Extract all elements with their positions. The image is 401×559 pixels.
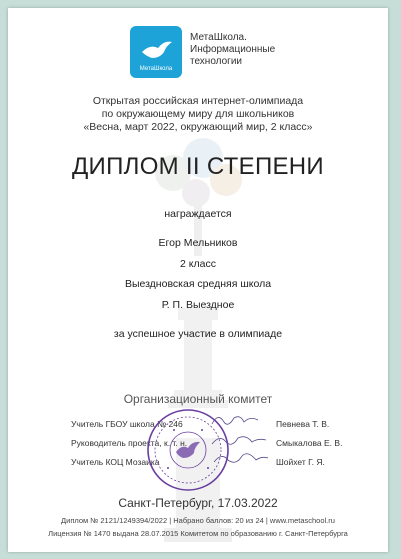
committee-heading: Организационный комитет [123, 392, 273, 406]
committee-role-2: Руководитель проекта, к. т. н. [71, 438, 188, 448]
footer-diploma-info: Диплом № 2121/1249394/2022 | Набрано баллов: 20 из 24 | www.metaschool.ru [61, 516, 335, 525]
brand-line-1: МетаШкола. [190, 32, 247, 43]
diploma-title: ДИПЛОМ II СТЕПЕНИ [72, 153, 324, 180]
achievement-text: за успешное участие в олимпиаде [113, 328, 283, 340]
committee-name-2: Смыкалова Е. В. [276, 438, 343, 448]
recipient-location: Р. П. Выездное [161, 299, 235, 311]
bird-logo-icon [130, 26, 182, 78]
recipient-name: Егор Мельников [158, 237, 238, 249]
city-date: Санкт-Петербург, 17.03.2022 [118, 496, 278, 510]
olympiad-line-3: «Весна, март 2022, окружающий мир, 2 класс» [83, 121, 313, 133]
brand-line-3: технологии [190, 56, 243, 67]
logo-text [190, 32, 275, 68]
seal-stamp-icon [146, 408, 230, 492]
committee-name-1: Певнева Т. В. [276, 419, 330, 429]
olympiad-line-1: Открытая российская интернет-олимпиада [92, 95, 304, 107]
logo-icon-text: МетаШкола [139, 66, 173, 72]
awarded-label: награждается [164, 208, 232, 220]
recipient-school: Выездновская средняя школа [124, 278, 272, 290]
diploma-page [8, 8, 388, 552]
committee-role-1: Учитель ГБОУ школа № 246 [71, 419, 183, 429]
olympiad-description [8, 95, 388, 134]
brand-line-2: Информационные [190, 44, 276, 55]
olympiad-line-2: по окружающему миру для школьников [101, 108, 295, 120]
recipient-grade: 2 класс [180, 258, 216, 270]
footer-license-info: Лицензия № 1470 выдана 28.07.2015 Комитетом по образованию г. Санкт-Петербурга [48, 529, 348, 538]
committee-name-3: Шойхет Г. Я. [276, 457, 325, 467]
metaschool-logo [130, 26, 182, 78]
committee-role-3: Учитель КОЦ Мозаика [71, 457, 160, 467]
